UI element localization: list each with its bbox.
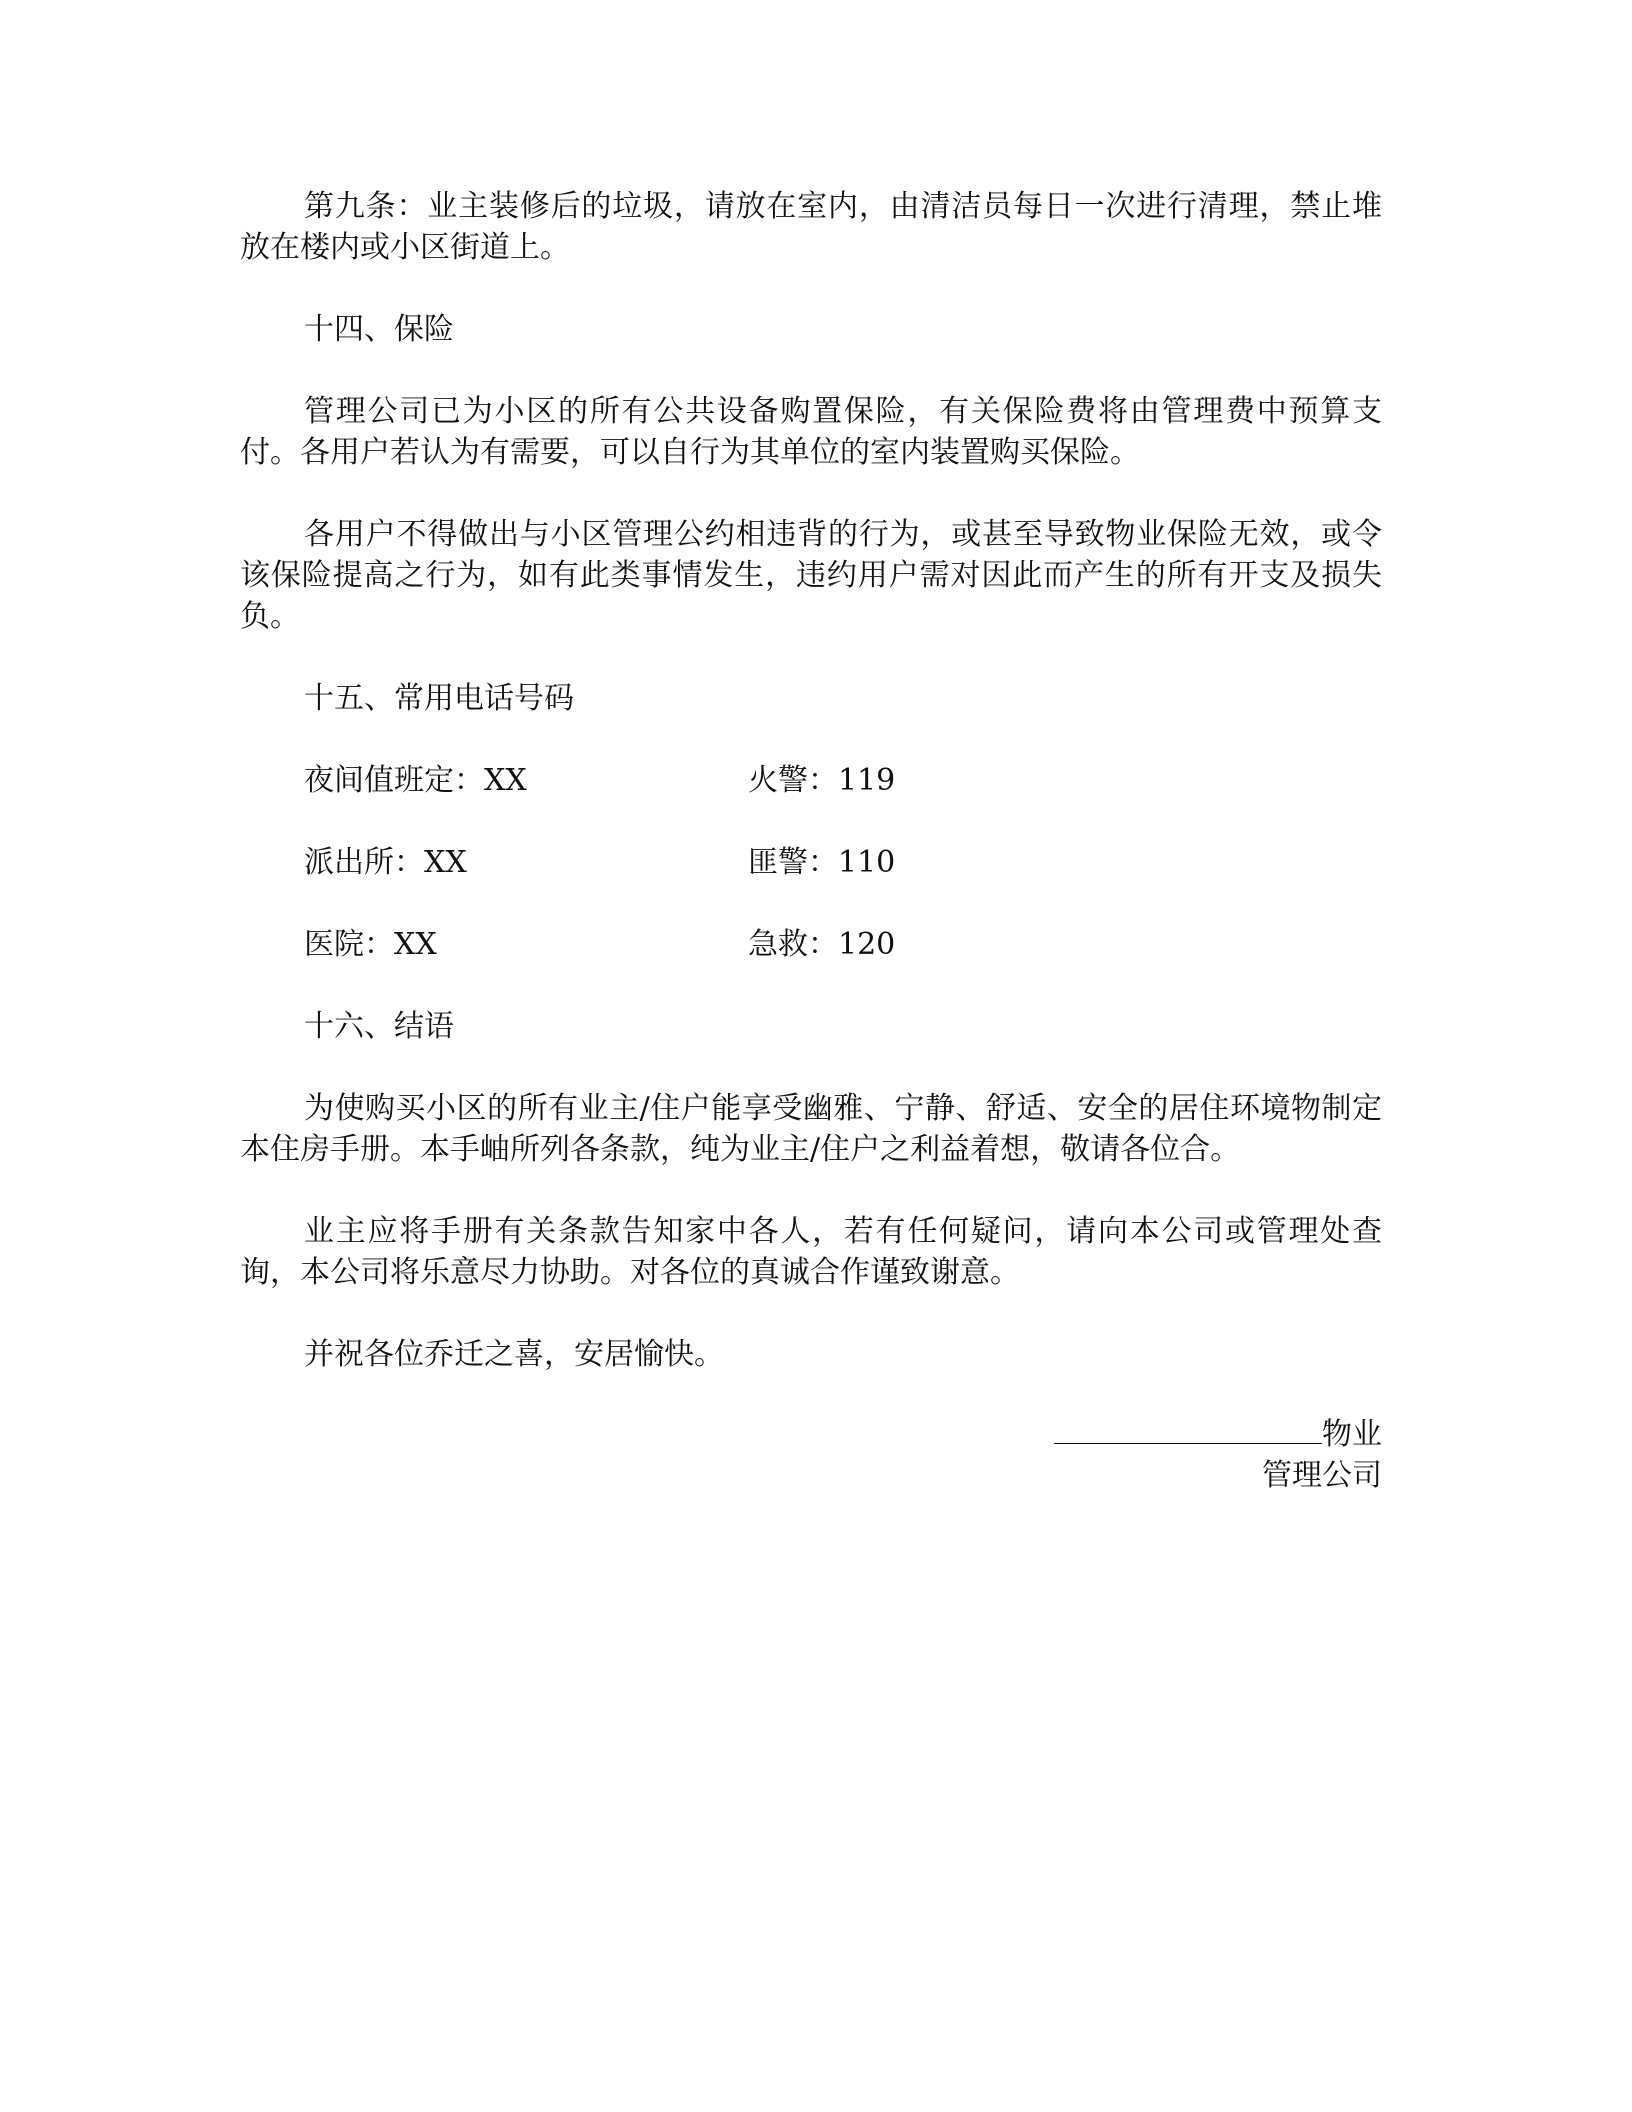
signature-blank-line <box>1054 1413 1322 1444</box>
phone-entry: 匪警：110 <box>748 845 896 880</box>
conclusion-paragraph-1: 为使购买小区的所有业主/住户能享受幽雅、宁静、舒适、安全的居住环境物制定本住房手册。本手岫所列各条款，纯为业主/住户之利益着想，敬请各位合。 <box>240 1091 1382 1167</box>
insurance-paragraph-2: 各用户不得做出与小区管理公约相违背的行为，或甚至导致物业保险无效，或令该保险提高之行为，如有此类事情发生，违约用户需对因此而产生的所有开支及损失负。 <box>240 517 1382 634</box>
conclusion-paragraph-2: 业主应将手册有关条款告知家中各人，若有任何疑问，请向本公司或管理处查询，本公司将乐意尽力协助。对各位的真诚合作谨致谢意。 <box>240 1214 1382 1290</box>
signature-company-suffix: 物业 <box>1322 1417 1382 1452</box>
signature-block <box>240 1413 1382 1503</box>
closing-wishes: 并祝各位乔迁之喜，安居愉快。 <box>304 1337 724 1372</box>
phone-entry: 夜间值班定：XX <box>304 763 527 798</box>
phone-row <box>240 760 1382 801</box>
article-nine-paragraph: 第九条：业主装修后的垃圾，请放在室内，由清洁员每日一次进行清理，禁止堆放在楼内或小区街道上。 <box>240 189 1382 265</box>
phone-entry: 医院：XX <box>304 927 437 962</box>
phone-row <box>240 842 1382 883</box>
insurance-paragraph-1: 管理公司已为小区的所有公共设备购置保险，有关保险费将由管理费中预算支付。各用户若认为有需要，可以自行为其单位的室内装置购买保险。 <box>240 394 1382 470</box>
signature-line-1 <box>1054 1413 1382 1455</box>
phone-row <box>240 924 1382 965</box>
phone-entry: 火警：119 <box>748 763 896 798</box>
section-15-heading: 十五、常用电话号码 <box>304 681 574 716</box>
section-14-heading: 十四、保险 <box>304 312 454 347</box>
document-page <box>240 186 1382 1503</box>
signature-line-2: 管理公司 <box>1262 1458 1382 1493</box>
phone-entry: 派出所：XX <box>304 845 467 880</box>
phone-entry: 急救：120 <box>748 927 896 962</box>
section-16-heading: 十六、结语 <box>304 1009 454 1044</box>
